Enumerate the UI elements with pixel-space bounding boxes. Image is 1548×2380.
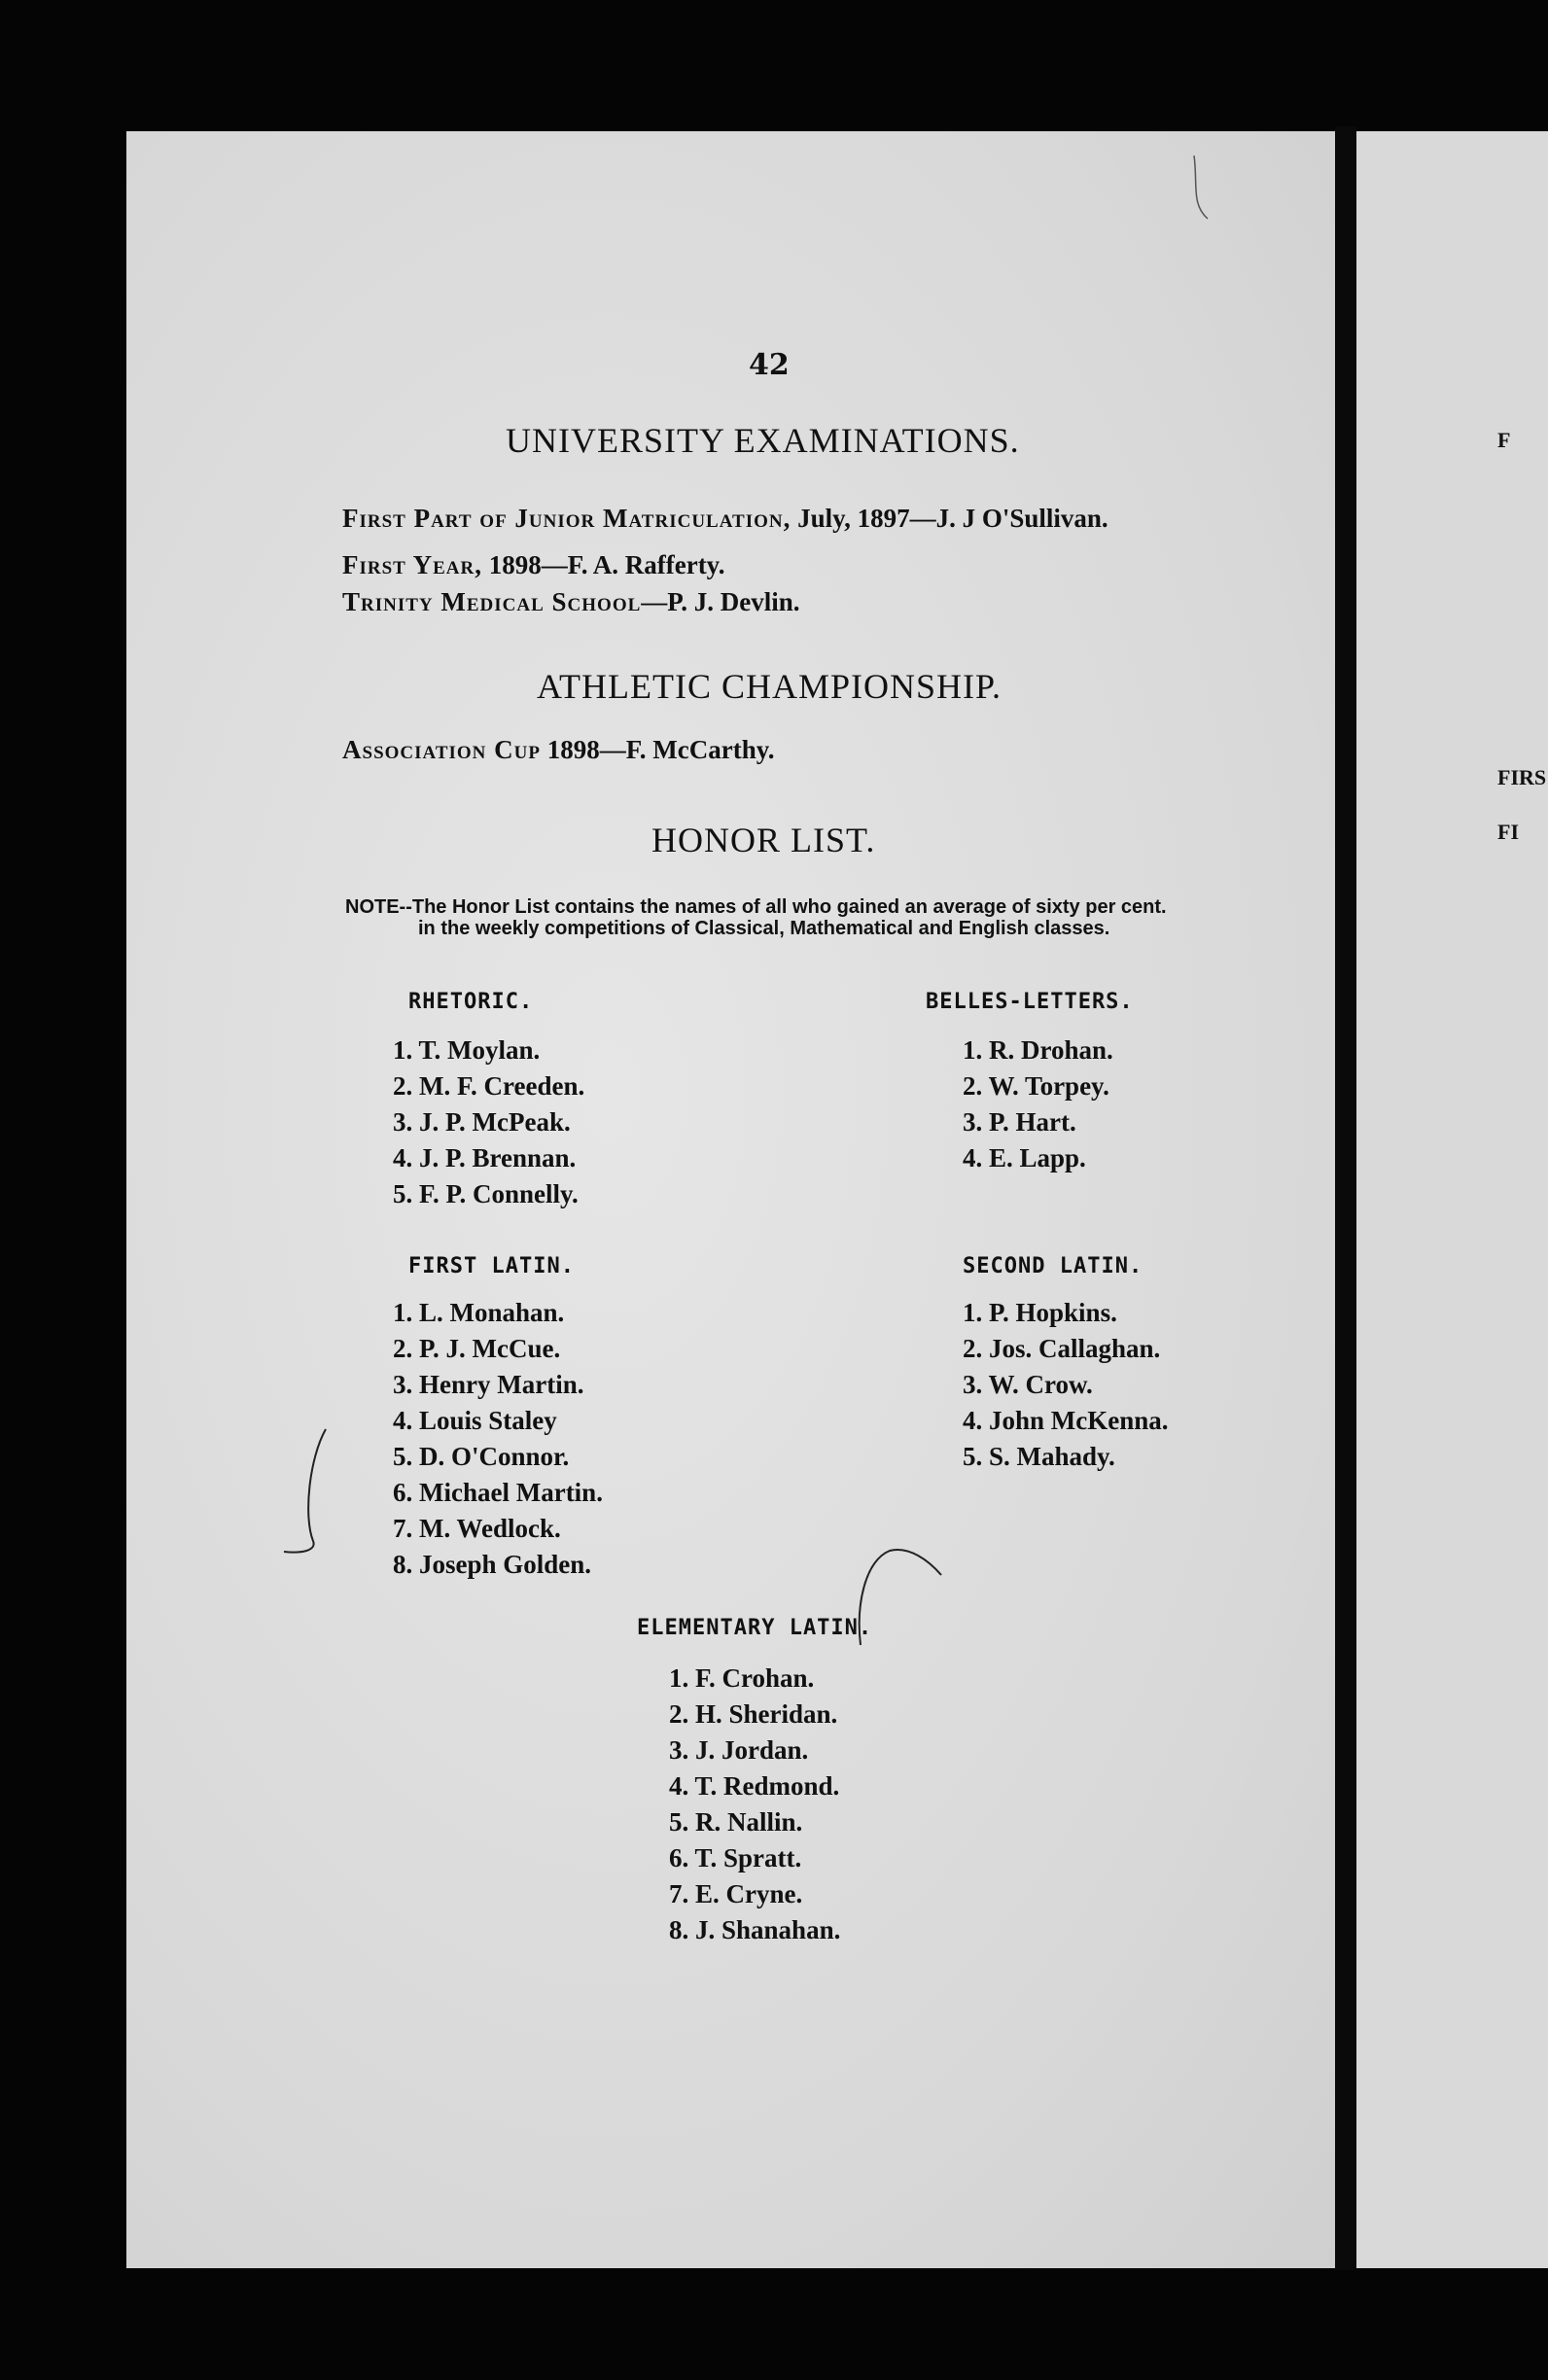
section-title-university-examinations: UNIVERSITY EXAMINATIONS. — [506, 421, 1020, 460]
list-item: 4. Louis Staley — [393, 1406, 557, 1435]
list-item: 2. H. Sheridan. — [669, 1699, 838, 1729]
facing-page-fragment: F — [1497, 428, 1511, 452]
list-item: 4. T. Redmond. — [669, 1771, 840, 1801]
list-item: 8. J. Shanahan. — [669, 1915, 841, 1944]
section-title-athletic-championship: ATHLETIC CHAMPIONSHIP. — [537, 667, 1003, 706]
pencil-stroke-mark — [1194, 156, 1208, 219]
list-item: 4. John McKenna. — [963, 1406, 1169, 1435]
exam-line-label: First Year, — [342, 550, 482, 579]
list-heading-elementary-latin: ELEMENTARY LATIN. — [637, 1616, 873, 1640]
athletic-text: 1898—F. McCarthy. — [546, 735, 775, 764]
list-item: 8. Joseph Golden. — [393, 1550, 592, 1579]
list-item: 3. Henry Martin. — [393, 1370, 584, 1399]
facing-page-fragment: FIRS — [1497, 765, 1547, 789]
list-item: 5. D. O'Connor. — [393, 1442, 570, 1471]
exam-line-label: First Part of Junior Matriculation, — [342, 504, 792, 533]
list-item: 1. P. Hopkins. — [963, 1298, 1117, 1327]
list-heading-first-latin: FIRST LATIN. — [408, 1254, 575, 1278]
list-item: 7. E. Cryne. — [669, 1879, 803, 1908]
list-item: 3. P. Hart. — [963, 1107, 1076, 1137]
list-item: 2. Jos. Callaghan. — [963, 1334, 1161, 1363]
honor-note-line-2: in the weekly competitions of Classical, Mathematical and English classes. — [418, 918, 1110, 939]
list-item: 7. M. Wedlock. — [393, 1514, 561, 1543]
list-item: 2. P. J. McCue. — [393, 1334, 561, 1363]
page-number: 42 — [749, 348, 790, 382]
list-item: 2. M. F. Creeden. — [393, 1071, 585, 1101]
facing-page-fragment: FI — [1497, 820, 1519, 844]
pencil-curve-mark — [860, 1550, 941, 1645]
list-heading-rhetoric: RHETORIC. — [408, 990, 534, 1014]
exam-line-text: 1898—F. A. Rafferty. — [488, 550, 725, 579]
list-item: 1. R. Drohan. — [963, 1035, 1113, 1065]
list-item: 5. S. Mahady. — [963, 1442, 1115, 1471]
exam-line-text: —P. J. Devlin. — [641, 587, 800, 616]
list-heading-belles-letters: BELLES-LETTERS. — [926, 990, 1134, 1014]
list-item: 4. E. Lapp. — [963, 1143, 1086, 1172]
exam-line-text: July, 1897—J. J O'Sullivan. — [797, 504, 1108, 533]
list-item: 6. Michael Martin. — [393, 1478, 603, 1507]
exam-line-label: Trinity Medical School — [342, 587, 642, 616]
list-item: 4. J. P. Brennan. — [393, 1143, 577, 1172]
pencil-bracket-mark — [284, 1429, 326, 1553]
honor-note-line-1: NOTE--The Honor List contains the names of all who gained an average of sixty per cent. — [345, 896, 1167, 918]
list-item: 1. F. Crohan. — [669, 1663, 815, 1693]
section-title-honor-list: HONOR LIST. — [651, 821, 876, 859]
list-item: 2. W. Torpey. — [963, 1071, 1109, 1101]
list-item: 3. W. Crow. — [963, 1370, 1093, 1399]
list-item: 6. T. Spratt. — [669, 1843, 802, 1872]
list-heading-second-latin: SECOND LATIN. — [963, 1254, 1143, 1278]
list-item: 5. R. Nallin. — [669, 1807, 803, 1837]
list-item: 5. F. P. Connelly. — [393, 1179, 579, 1208]
list-item: 1. T. Moylan. — [393, 1035, 541, 1065]
list-item: 3. J. P. McPeak. — [393, 1107, 571, 1137]
list-item: 3. J. Jordan. — [669, 1735, 809, 1765]
list-item: 1. L. Monahan. — [393, 1298, 565, 1327]
athletic-label: Association Cup — [342, 735, 541, 764]
